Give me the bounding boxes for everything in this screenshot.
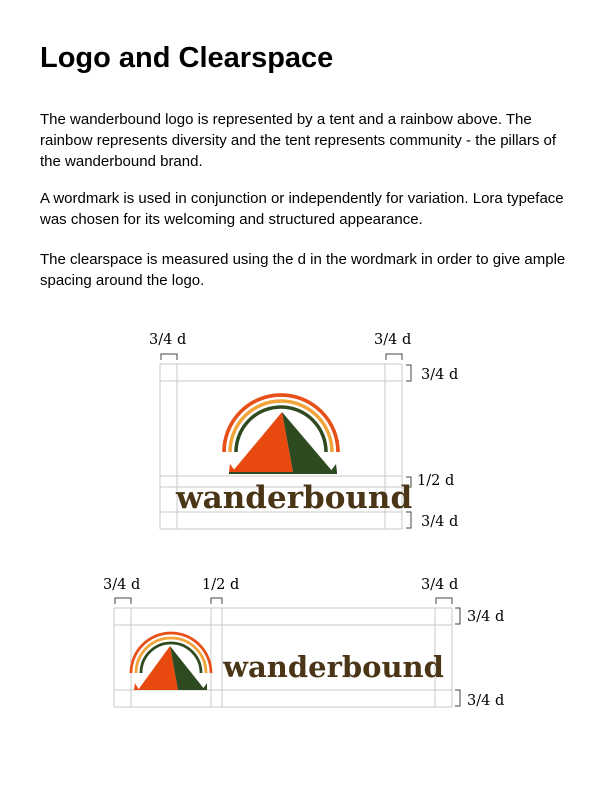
wordmark-paragraph: A wordmark is used in conjunction or independently for variation. Lora typeface was chosen for its welcoming and structured appearance. bbox=[40, 190, 564, 228]
label-right-top: 3/4 d bbox=[421, 367, 459, 383]
label-right-top: 3/4 d bbox=[467, 609, 505, 625]
label-right-middle: 1/2 d bbox=[417, 473, 455, 489]
label-right-bottom: 3/4 d bbox=[421, 514, 459, 530]
label-top-left: 3/4 d bbox=[103, 577, 141, 593]
wordmark-stacked: wanderbound bbox=[176, 480, 413, 516]
label-right-bottom: 3/4 d bbox=[467, 693, 505, 709]
intro-paragraph: The wanderbound logo is represented by a tent and a rainbow above. The rainbow represents diversity and the tent represents community - the pillars of the wanderbound brand. bbox=[40, 111, 557, 170]
label-top-right: 3/4 d bbox=[421, 577, 459, 593]
label-top-right: 3/4 d bbox=[374, 332, 412, 348]
tent-rainbow-logo-small bbox=[131, 633, 211, 690]
page-title: Logo and Clearspace bbox=[40, 42, 334, 74]
wordmark-horizontal: wanderbound bbox=[223, 650, 444, 684]
label-top-left: 3/4 d bbox=[149, 332, 187, 348]
clearspace-paragraph: The clearspace is measured using the d in the wordmark in order to give ample spacing around the logo. bbox=[40, 251, 566, 289]
label-top-middle: 1/2 d bbox=[202, 577, 240, 593]
